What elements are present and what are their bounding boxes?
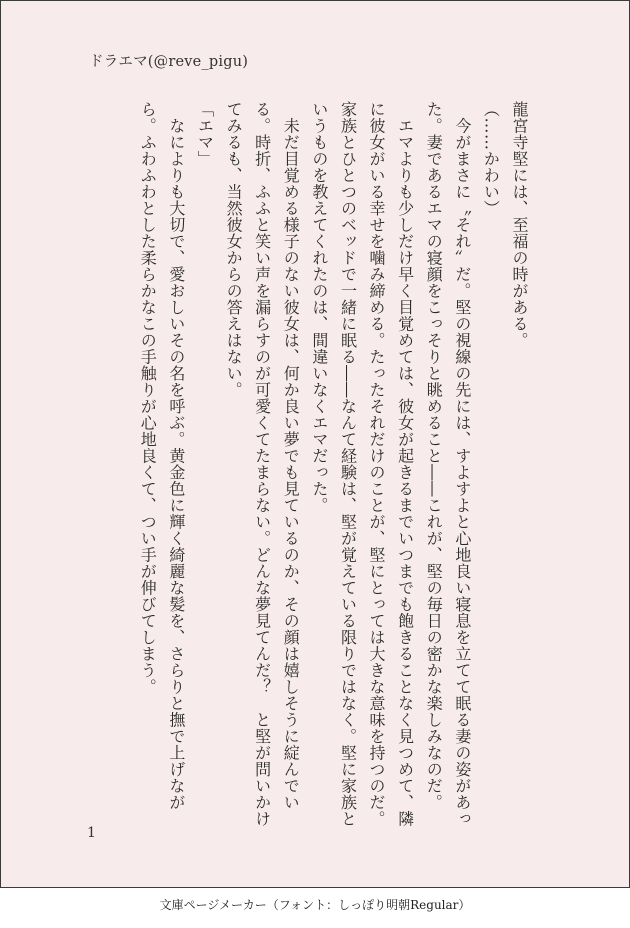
paragraph: 「エマ」 xyxy=(195,101,215,167)
footer-credit: 文庫ページメーカー（フォント：しっぽり明朝Regular） xyxy=(159,898,471,912)
page-number: 1 xyxy=(87,825,96,841)
paragraph: なによりも大切で、愛おしいその名を呼ぶ。黄金色に輝く綺麗な髪を、さらりと撫で上げながら。ふわふわとした柔らかなこの手触りが心地良くて、つい手が伸びてしまう。 xyxy=(138,101,186,811)
vertical-body-text xyxy=(133,101,533,841)
paragraph: 龍宮寺堅には、至福の時がある。 xyxy=(510,101,529,349)
paragraph: 今がまさに〝それ〟だ。堅の視線の先には、すよすよと心地良い寝息を立てて眠る妻の姿があった。妻であるエマの寝顔をこっそりと眺めること――これが、堅の毎日の密かな楽しみなのだ。 xyxy=(424,101,472,827)
paragraph: （……かわい） xyxy=(481,101,501,217)
paragraph: 未だ目覚める様子のない彼女は、何か良い夢でも見ているのか、その顔は嬉しそうに綻んでいる。時折、ふふと笑い声を漏らすのが可愛くてたまらない。どんな夢見てんだ？ と堅が問いかけてみるも、当然彼女からの答えはない。 xyxy=(224,101,301,827)
author-name: ドラエマ(@reve_pigu) xyxy=(89,54,249,70)
paragraph: エマよりも少しだけ早く目覚めては、彼女が起きるまでいつまでも飽きることなく見つめて、隣に彼女がいる幸せを噛み締める。たったそれだけのことが、堅にとっては大きな意味を持つのだ。家族とひとつのベッドで一緒に眠る――なんて経験は、堅が覚えている限りではなく。堅に家族というものを教えてくれたのは、間違いなくエマだった。 xyxy=(309,101,415,827)
